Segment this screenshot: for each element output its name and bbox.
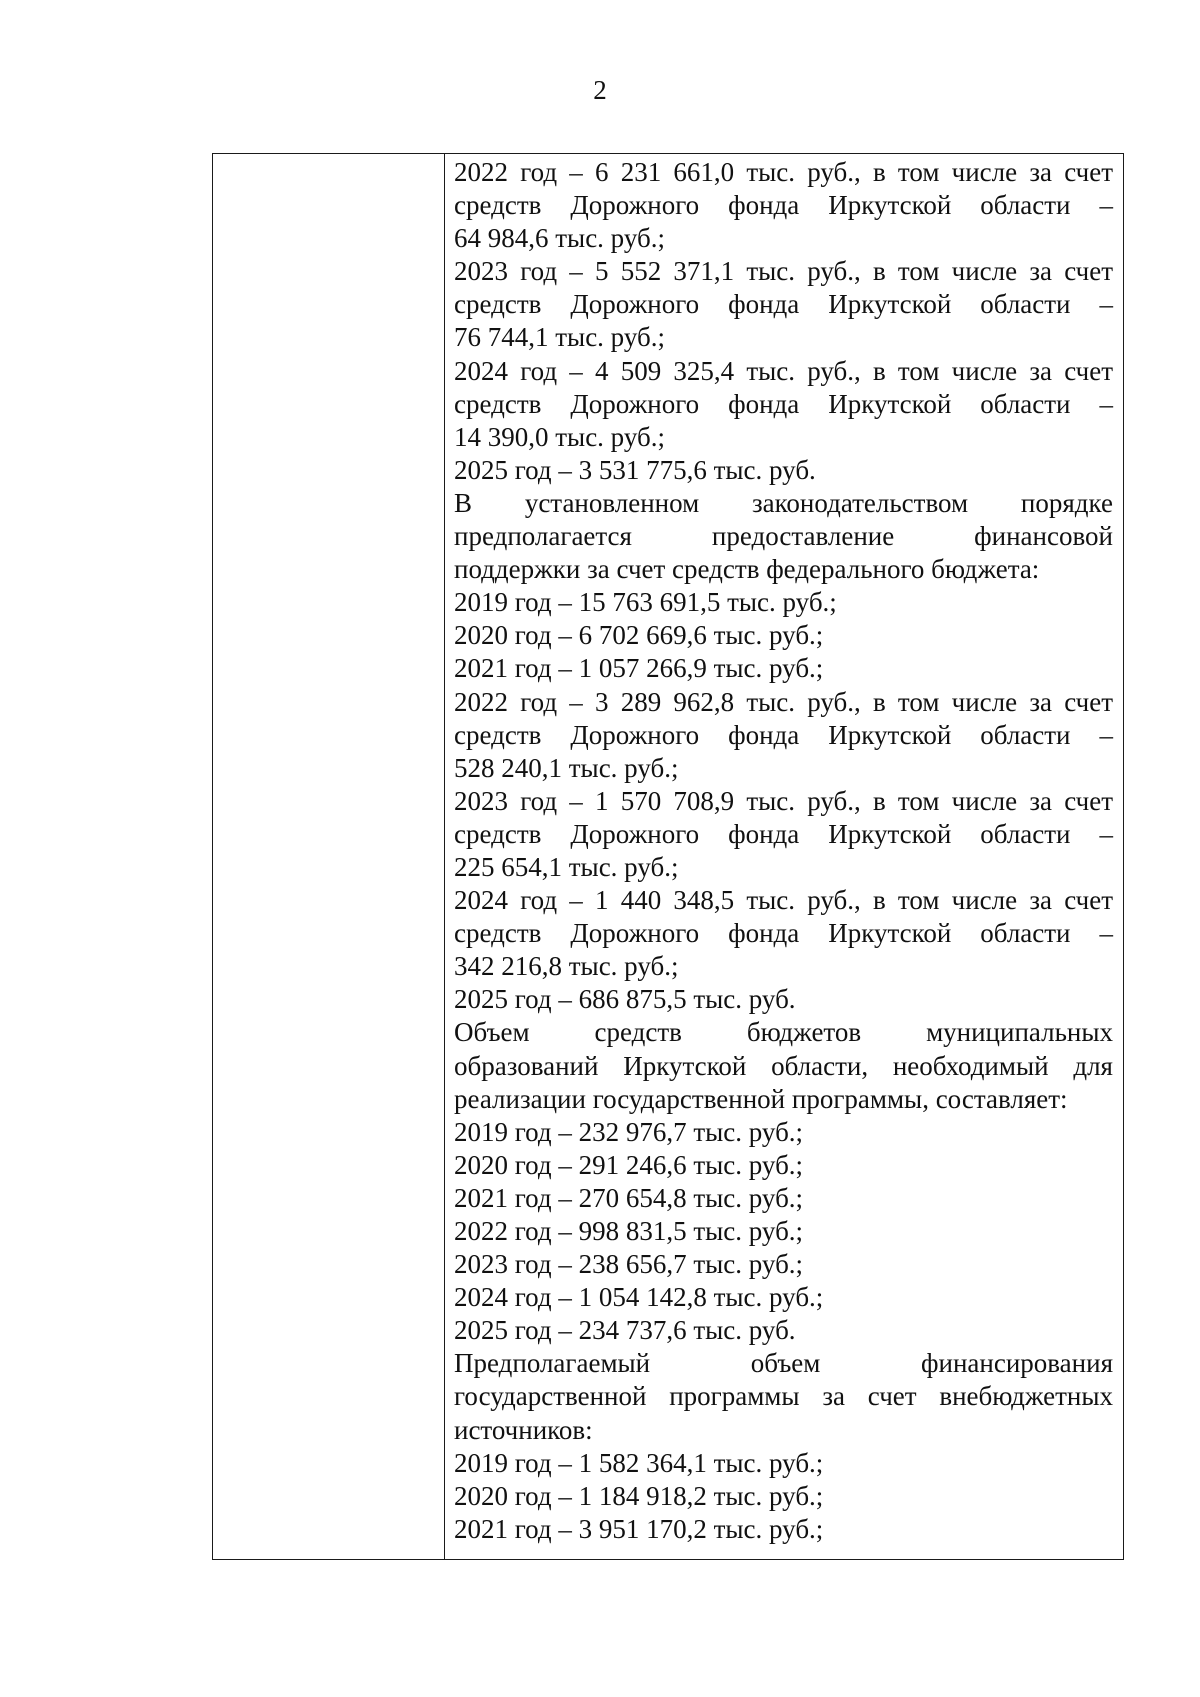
text-fragment: Предполагаемый	[454, 1348, 651, 1379]
text-fragment: области	[980, 289, 1071, 320]
text-line	[454, 785, 1113, 818]
text-fragment: 2019 год – 232 976,7 тыс. руб.;	[454, 1116, 804, 1147]
text-fragment: за	[1029, 785, 1052, 816]
page-number: 2	[593, 75, 607, 105]
text-line	[454, 1347, 1113, 1380]
text-fragment: том	[897, 355, 940, 386]
text-fragment: внебюджетных	[939, 1381, 1113, 1412]
text-fragment: 3	[594, 686, 609, 717]
text-fragment: 2025 год – 234 737,6 тыс. руб.	[454, 1315, 796, 1346]
text-fragment: порядке	[1020, 487, 1113, 518]
text-fragment: поддержки за счет средств федерального бюджета:	[454, 554, 1040, 585]
text-fragment: 2023	[454, 785, 508, 816]
text-fragment: 76 744,1 тыс. руб.;	[454, 322, 665, 353]
table-label-cell	[213, 154, 445, 1559]
text-fragment: государственной	[454, 1381, 647, 1412]
text-fragment: реализации государственной программы, составляет:	[454, 1083, 1068, 1114]
text-fragment: в	[872, 686, 886, 717]
text-fragment: 348,5	[673, 885, 735, 916]
text-line	[454, 619, 1113, 652]
text-fragment: счет	[867, 1381, 917, 1412]
text-fragment: 2021 год – 270 654,8 тыс. руб.;	[454, 1182, 804, 1213]
text-fragment: руб.,	[807, 785, 861, 816]
text-fragment: руб.,	[807, 686, 861, 717]
text-fragment: области	[980, 190, 1071, 221]
text-fragment: тыс.	[746, 355, 796, 386]
text-line	[454, 1016, 1113, 1049]
text-line	[454, 586, 1113, 619]
text-fragment: 552	[620, 256, 662, 287]
text-fragment: –	[1099, 719, 1113, 750]
text-line	[454, 388, 1113, 421]
text-fragment: 231	[620, 157, 662, 187]
text-fragment: средств	[594, 1017, 682, 1048]
text-fragment: объем	[750, 1348, 821, 1379]
text-fragment: фонда	[728, 818, 800, 849]
text-line	[454, 553, 1113, 586]
text-fragment: числе	[951, 157, 1018, 187]
text-fragment: числе	[951, 686, 1018, 717]
text-fragment: за	[1029, 355, 1052, 386]
text-fragment: Иркутской	[828, 918, 952, 949]
text-fragment: тыс.	[746, 157, 796, 187]
text-fragment: 225 654,1 тыс. руб.;	[454, 851, 679, 882]
text-fragment: 4	[594, 355, 609, 386]
text-fragment: 2023 год – 238 656,7 тыс. руб.;	[454, 1249, 804, 1280]
text-line	[454, 156, 1113, 189]
text-fragment: руб.,	[807, 885, 861, 916]
text-fragment: –	[569, 256, 583, 287]
text-fragment: 2024	[454, 355, 508, 386]
text-fragment: 2022	[454, 686, 508, 717]
text-fragment: фонда	[728, 388, 800, 419]
text-fragment: –	[1099, 289, 1113, 320]
text-fragment: В	[454, 487, 473, 518]
text-fragment: Дорожного	[570, 818, 700, 849]
text-fragment: числе	[951, 355, 1018, 386]
text-fragment: руб.,	[807, 157, 861, 187]
text-fragment: средств	[454, 289, 542, 320]
text-fragment: средств	[454, 818, 542, 849]
text-line	[454, 421, 1113, 454]
text-fragment: области	[980, 818, 1071, 849]
text-fragment: –	[569, 885, 583, 916]
text-fragment: тыс.	[746, 885, 796, 916]
text-fragment: том	[897, 885, 940, 916]
text-fragment: области	[980, 388, 1071, 419]
text-fragment: 14 390,0 тыс. руб.;	[454, 421, 665, 452]
text-fragment: 2025 год – 3 531 775,6 тыс. руб.	[454, 454, 816, 485]
text-fragment: 2021 год – 3 951 170,2 тыс. руб.;	[454, 1513, 824, 1544]
text-fragment: счет	[1064, 785, 1113, 816]
text-fragment: 2020 год – 291 246,6 тыс. руб.;	[454, 1149, 804, 1180]
text-fragment: средств	[454, 388, 542, 419]
text-fragment: бюджетов	[746, 1017, 862, 1048]
text-fragment: 64 984,6 тыс. руб.;	[454, 223, 665, 254]
text-fragment: 708,9	[673, 785, 735, 816]
text-line	[454, 520, 1113, 553]
text-fragment: Дорожного	[570, 289, 700, 320]
text-line	[454, 983, 1113, 1016]
text-fragment: Объем	[454, 1017, 530, 1048]
text-fragment: год	[520, 355, 558, 386]
text-line	[454, 454, 1113, 487]
text-fragment: в	[872, 256, 886, 287]
text-line	[454, 1116, 1113, 1149]
text-line	[454, 950, 1113, 983]
text-fragment: год	[520, 785, 558, 816]
text-line	[454, 355, 1113, 388]
text-fragment: том	[897, 785, 940, 816]
text-fragment: тыс.	[746, 686, 796, 717]
text-fragment: 2024	[454, 885, 508, 916]
text-fragment: Иркутской	[828, 289, 952, 320]
text-line	[454, 1314, 1113, 1347]
text-fragment: Иркутской	[828, 719, 952, 750]
text-fragment: в	[872, 785, 886, 816]
text-fragment: источников:	[454, 1414, 593, 1445]
text-fragment: год	[520, 157, 558, 187]
text-fragment: фонда	[728, 719, 800, 750]
text-fragment: фонда	[728, 918, 800, 949]
text-fragment: 570	[620, 785, 662, 816]
text-fragment: фонда	[728, 190, 800, 221]
text-fragment: 2023	[454, 256, 508, 287]
text-fragment: Дорожного	[570, 388, 700, 419]
text-line	[454, 189, 1113, 222]
text-fragment: том	[897, 157, 940, 187]
text-fragment: год	[520, 256, 558, 287]
text-fragment: для	[1073, 1050, 1113, 1081]
text-fragment: –	[1099, 918, 1113, 949]
text-fragment: Дорожного	[570, 918, 700, 949]
text-fragment: –	[569, 157, 583, 187]
text-line	[454, 1149, 1113, 1182]
text-line	[454, 818, 1113, 851]
text-line	[454, 884, 1113, 917]
text-fragment: 2025 год – 686 875,5 тыс. руб.	[454, 984, 796, 1015]
text-line	[454, 255, 1113, 288]
text-fragment: 2021 год – 1 057 266,9 тыс. руб.;	[454, 653, 824, 684]
text-fragment: –	[1099, 388, 1113, 419]
text-fragment: руб.,	[807, 256, 861, 287]
text-fragment: законодательством	[752, 487, 969, 518]
financing-table	[212, 153, 1124, 1560]
text-line	[454, 222, 1113, 255]
text-fragment: тыс.	[746, 256, 796, 287]
text-line	[454, 288, 1113, 321]
text-fragment: Иркутской	[828, 190, 952, 221]
text-fragment: в	[872, 885, 886, 916]
text-fragment: средств	[454, 190, 542, 221]
text-fragment: за	[1029, 686, 1052, 717]
text-line	[454, 1182, 1113, 1215]
text-fragment: год	[520, 686, 558, 717]
text-fragment: необходимый	[892, 1050, 1049, 1081]
text-fragment: за	[822, 1381, 845, 1412]
text-fragment: год	[520, 885, 558, 916]
text-line	[454, 719, 1113, 752]
text-line	[454, 321, 1113, 354]
text-line	[454, 652, 1113, 685]
text-line	[454, 1414, 1113, 1447]
text-fragment: 509	[620, 355, 662, 386]
text-fragment: средств	[454, 719, 542, 750]
text-fragment: 325,4	[673, 355, 735, 386]
text-fragment: муниципальных	[926, 1017, 1113, 1048]
text-line	[454, 686, 1113, 719]
text-fragment: 371,1	[673, 256, 735, 287]
text-fragment: том	[897, 256, 940, 287]
text-fragment: счет	[1064, 256, 1113, 287]
text-fragment: счет	[1064, 157, 1113, 187]
text-fragment: области	[980, 719, 1071, 750]
text-line	[454, 487, 1113, 520]
text-fragment: –	[1099, 818, 1113, 849]
text-fragment: установленном	[524, 487, 700, 518]
text-fragment: 962,8	[673, 686, 735, 717]
text-fragment: средств	[454, 918, 542, 949]
text-line	[454, 1281, 1113, 1314]
text-fragment: 2020 год – 6 702 669,6 тыс. руб.;	[454, 620, 824, 651]
text-line	[454, 917, 1113, 950]
text-fragment: 342 216,8 тыс. руб.;	[454, 951, 679, 982]
text-line	[454, 1083, 1113, 1116]
text-fragment: в	[872, 157, 886, 187]
text-fragment: 2022	[454, 157, 508, 187]
text-fragment: счет	[1064, 355, 1113, 386]
text-fragment: предполагается	[454, 521, 632, 552]
text-fragment: –	[1099, 190, 1113, 221]
text-line	[454, 1248, 1113, 1281]
text-fragment: счет	[1064, 686, 1113, 717]
text-fragment: том	[897, 686, 940, 717]
text-fragment: –	[569, 355, 583, 386]
text-fragment: финансирования	[921, 1348, 1113, 1379]
text-fragment: Иркутской	[623, 1050, 747, 1081]
text-fragment: за	[1029, 157, 1052, 187]
text-fragment: в	[872, 355, 886, 386]
text-fragment: Иркутской	[828, 388, 952, 419]
text-fragment: 2020 год – 1 184 918,2 тыс. руб.;	[454, 1480, 824, 1511]
text-fragment: области,	[771, 1050, 869, 1081]
text-fragment: области	[980, 918, 1071, 949]
text-fragment: –	[569, 785, 583, 816]
text-fragment: 528 240,1 тыс. руб.;	[454, 752, 679, 783]
text-fragment: 661,0	[673, 157, 735, 187]
text-fragment: 1	[594, 885, 609, 916]
text-line	[454, 851, 1113, 884]
text-fragment: за	[1029, 256, 1052, 287]
text-fragment: 1	[594, 785, 609, 816]
text-fragment: Дорожного	[570, 190, 700, 221]
text-fragment: 2019 год – 15 763 691,5 тыс. руб.;	[454, 587, 837, 618]
text-fragment: –	[569, 686, 583, 717]
text-fragment: 440	[620, 885, 662, 916]
text-line	[454, 752, 1113, 785]
text-fragment: фонда	[728, 289, 800, 320]
text-fragment: 2019 год – 1 582 364,1 тыс. руб.;	[454, 1447, 824, 1478]
text-fragment: образований	[454, 1050, 599, 1081]
text-line	[454, 1513, 1113, 1546]
text-fragment: 6	[594, 157, 609, 187]
text-fragment: Дорожного	[570, 719, 700, 750]
text-fragment: за	[1029, 885, 1052, 916]
text-fragment: 2022 год – 998 831,5 тыс. руб.;	[454, 1216, 804, 1246]
text-fragment: руб.,	[807, 355, 861, 386]
text-fragment: числе	[951, 785, 1018, 816]
text-line	[454, 1480, 1113, 1513]
text-fragment: программы	[669, 1381, 800, 1412]
text-fragment: финансовой	[974, 521, 1113, 552]
text-fragment: 289	[620, 686, 662, 717]
text-line	[454, 1380, 1113, 1413]
table-content-cell	[445, 154, 1123, 1559]
text-fragment: Иркутской	[828, 818, 952, 849]
text-line	[454, 1215, 1113, 1248]
text-fragment: тыс.	[746, 785, 796, 816]
text-fragment: предоставление	[711, 521, 895, 552]
text-fragment: 2024 год – 1 054 142,8 тыс. руб.;	[454, 1282, 824, 1313]
text-fragment: счет	[1064, 885, 1113, 916]
text-fragment: числе	[951, 256, 1018, 287]
text-fragment: 5	[594, 256, 609, 287]
text-line	[454, 1447, 1113, 1480]
text-line	[454, 1050, 1113, 1083]
text-fragment: числе	[951, 885, 1018, 916]
